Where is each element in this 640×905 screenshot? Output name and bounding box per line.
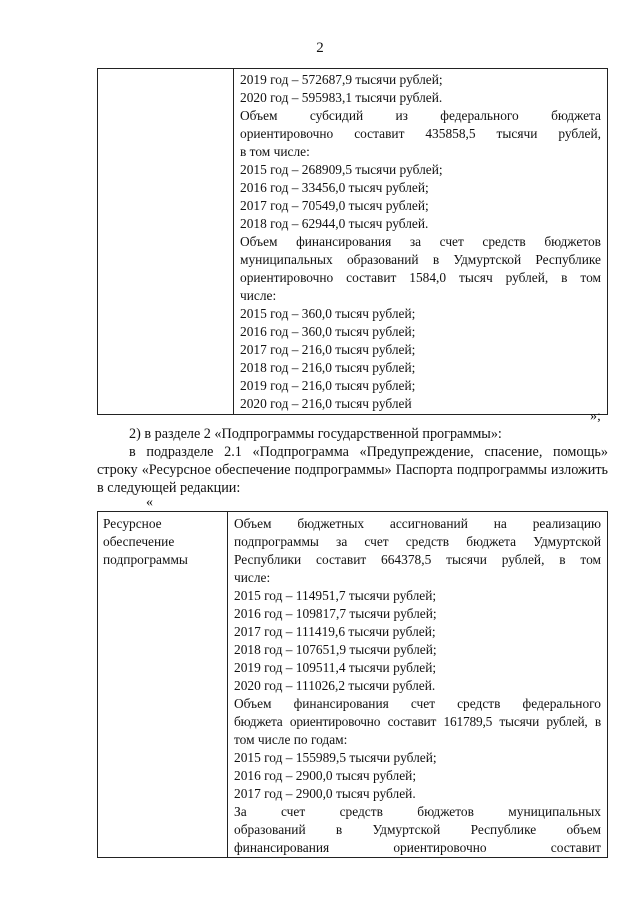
year-line: 2020 год – 595983,1 тысячи рублей.: [240, 90, 443, 105]
section-item: [97, 425, 608, 443]
year-line: 2016 год – 2900,0 тысяч рублей;: [234, 768, 417, 783]
year-line: 2015 год – 360,0 тысяч рублей;: [240, 306, 416, 321]
budget-paragraph-line: подпрограммы за счет средств бюджета Удмуртской: [234, 534, 601, 549]
municipal-paragraph-line: финансирования ориентировочно составит: [234, 840, 601, 855]
subsidy-paragraph-line: Объем субсидий из федерального бюджета: [240, 108, 601, 123]
municipal-paragraph-line: образований в Удмуртской Республике объем: [234, 822, 601, 837]
year-line: 2017 год – 70549,0 тысяч рублей;: [240, 198, 429, 213]
budget-paragraph-line: Республики составит 664378,5 тысячи рублей, в том: [234, 552, 601, 567]
section-item-text: 2) в разделе 2 «Подпрограммы государственной программы»:: [129, 426, 502, 442]
resource-provision-content: [228, 512, 608, 858]
opening-quote: «: [146, 495, 153, 510]
year-line: 2019 год – 572687,9 тысячи рублей;: [240, 72, 443, 87]
municipal-paragraph-line: ориентировочно составит 1584,0 тысяч рублей, в том: [240, 270, 601, 285]
year-line: 2018 год – 216,0 тысяч рублей;: [240, 360, 416, 375]
year-line: 2015 год – 268909,5 тысячи рублей;: [240, 162, 443, 177]
year-line: 2017 год – 111419,6 тысячи рублей;: [234, 624, 436, 639]
label-line: подпрограммы: [103, 552, 188, 567]
page-number: 2: [316, 40, 324, 56]
year-line: 2016 год – 109817,7 тысячи рублей;: [234, 606, 437, 621]
budget-paragraph-line: числе:: [234, 570, 271, 585]
municipal-paragraph-line: муниципальных образований в Удмуртской Республике: [240, 252, 601, 267]
section-instruction: [97, 443, 608, 497]
section-instruction-text: в подразделе 2.1 «Подпрограмма «Предупреждение, спасение, помощь» строку «Ресурсное обеспечение подпрограммы» Паспорта подпрограммы изложить в следующей редакции:: [97, 444, 608, 496]
year-line: 2017 год – 216,0 тысяч рублей;: [240, 342, 416, 357]
year-line: 2020 год – 216,0 тысяч рублей: [240, 396, 412, 411]
federal-paragraph-line: том числе по годам:: [234, 732, 348, 747]
resource-provision-label: [98, 512, 228, 858]
subsidy-paragraph-line: в том числе:: [240, 144, 310, 159]
year-line: 2016 год – 360,0 тысяч рублей;: [240, 324, 416, 339]
federal-paragraph-line: бюджета ориентировочно составит 161789,5 тысячи рублей, в: [234, 714, 601, 729]
municipal-paragraph-line: Объем финансирования за счет средств бюджетов: [240, 234, 601, 249]
year-line: 2015 год – 155989,5 тысячи рублей;: [234, 750, 437, 765]
label-line: Ресурсное: [103, 516, 162, 531]
year-line: 2019 год – 216,0 тысяч рублей;: [240, 378, 416, 393]
year-line: 2017 год – 2900,0 тысяч рублей.: [234, 786, 416, 801]
subsidy-paragraph-line: ориентировочно составит 435858,5 тысячи рублей,: [240, 126, 601, 141]
federal-paragraph-line: Объем финансирования счет средств федерального: [234, 696, 601, 711]
year-line: 2018 год – 62944,0 тысяч рублей.: [240, 216, 429, 231]
year-line: 2019 год – 109511,4 тысячи рублей;: [234, 660, 437, 675]
label-line: обеспечение: [103, 534, 175, 549]
budget-paragraph-line: Объем бюджетных ассигнований на реализацию: [234, 516, 601, 531]
table1-right-cell: [234, 69, 608, 415]
resource-table-continuation: [97, 68, 608, 415]
year-line: 2020 год – 111026,2 тысячи рублей.: [234, 678, 436, 693]
year-line: 2018 год – 107651,9 тысячи рублей;: [234, 642, 437, 657]
closing-quote: »;: [590, 409, 601, 424]
municipal-paragraph-line: числе:: [240, 288, 277, 303]
year-line: 2015 год – 114951,7 тысячи рублей;: [234, 588, 437, 603]
year-line: 2016 год – 33456,0 тысяч рублей;: [240, 180, 429, 195]
resource-provision-table: [97, 511, 608, 858]
municipal-paragraph-line: За счет средств бюджетов муниципальных: [234, 804, 601, 819]
table1-left-cell: [98, 69, 234, 415]
